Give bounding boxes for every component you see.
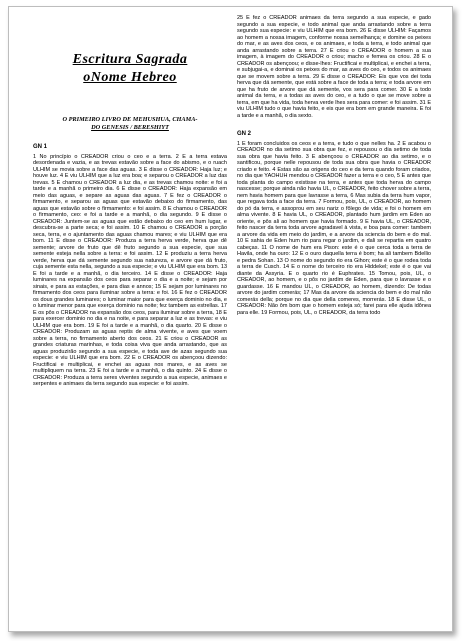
- verses-gn1-left: 1 No princípio o CREADOR criou o ceo e a terra. 2 E a terra estava desordenada e vazia, e as trevas estavão sobre a face do abismo, e o ruach ULHIM se movia sobre a face das aguas. 3 E disse o CREADOR: Haja luz; e houve luz. 4 E viu ULHIM que a luz era boa; e separou o CREADOR a luz das trevas. 5 E chamou o CREADOR a luz dia, e as trevas chamou noite: e foi a tarde e a manhã o primeiro dia. 6 E disse o CREADOR: Haja expansão em meio das aguas, e separe as aguas das aguas. 7 E fez o CREADOR o firmamento, e separou as aguas que estavão debaixo do firmamento, das aguas que estavão sobre o firmamento: e foi assim. 8 E chamou o CREADOR o firmamento, ceo: e foi a tarde e a manhã, o dia segundo. 9 E disse o CREADOR: Juntem-se as aguas que estão debaixo do ceo em hum lugar, e descubra-se a parte seca; e foi assim. 10 E chamou o CREADOR a porção seca, terra, e o ajuntamento das aguas chamou mares; e viu ULHIM que era bom. 11 E disse o CREADOR: Produza a terra herva verde, herva que dê semente; arvore de fruto que dê fruto segundo a sua especie, que sua semente esteja nella sobre a terra: e foi assim. 12 E produziu a terra herva verde, herva que dá semente segundo sua natureza, e arvore que dá fruto, cuja semente esta nella, segundo a sua especie; e viu ULHIM que era bom. 13 E foi a tarde e a manhã, o dia terceiro. 14 E disse o CREADOR: Haja luminares na expansão dos ceos para separar o dia e a noite; e sejam por sinais, e para as estações, e para dias e annos; 15 E sejam por luminares no firmamento dos ceos para iluminar sobre a terra: e foi. 16 E fez o CREADOR os dous grandes luminares; o luminar maior para que exerça dominio no dia, e o luminar menor para que exerça dominio na noite; fez tambem as estrellas. 17 E os pôs o CREADOR na expansão dos ceos, para iluminar sobre a terra, 18 E para exercer dominio no dia e na noite, e para separar a luz e as trevas: e viu ULHIM que era bom. 19 E foi a tarde e a manhã, o dia quarto. 20 E disse o CREADOR: Produzam as aguas reptis de alma vivente, e aves que voem sobre a terra, no firmamento aberto dos ceos. 21 E criou o CREADOR as grandes criaturas marinhas, e toda coisa viva que anda arrastando, que as aguas produzirão segundo a sua especie, e toda ave de azas segundo sua especie: e viu ULHIM que era bom. 22 E o CREADOR os abençoou dizendo: Fructificai e multiplicai, e enchei as aguas nos mares, e as aves se multipliquem na terra. 23 E foi a tarde e a manhã, o dia quinto. 24 E disse o CREADOR: Produza a terra seres viventes segundo a sua especie, animaes e serpentes e animaes da terra segundo sua especie: e foi assim.: [33, 153, 227, 387]
- verses-gn2: 1 E foram concluidos os ceos e a terra, e tudo o que nelles ha. 2 E acabou o CREADOR no dia setimo sua obra que fez, e repousou o dia setimo de toda sua obra que havia feito. 3 E abençoou o CREADOR ao dia setimo, e o santificou, porque nelle repousou de toda sua obra que havia o CREADOR criado e feito. 4 Estas são as origens do ceo e da terra quando foram criados, no dia que YAOHUH mendou o CREADOR fazer a terra e o ceo, 5 E antes que toda planta do campo existisse na terra, e antes que toda herva do campo nascesse; porque ainda não havia UL, o CREADOR, feito chover sobre a terra, nem havia homem para que lavrasse a terra, 6 Mas subia da terra hum vapor, que regava toda a face da terra. 7 Formou, pois, UL, o CREADOR, ao homem do pó da terra, e assoprou em seu nariz o fôlego de vida; e foi o homem em alma vivente. 8 E havia UL, o CREADOR, plantado hum jardim em Eden ao oriente, e pôs ali ao homem que havia formado. 9 E havia UL, o CREADOR, feito nascer da terra toda arvore agradavel à vista, e boa para comer: tambem a arvore da vida em meio do jardim, e a arvore da sciencia do bem e do mal. 10 E sahia de Eden hum rio para regar o jardim, e dali se repartia em quatro cabeças. 11 O nome de hum era Pison: este é o que cerca toda a terra de Havila, onde ha ouro: 12 E o ouro daquella terra é bom; ha ali tambem Bdellio e pedra Sohan. 13 O nome do segundo rio era Gihon; este é o que rodea toda a terra de Cusch. 14 E o nome do terceiro rio era Hiddekel; este é o que vai diante da Assyria. E o quarto rio é Euphrates. 15 Tomou, pois, UL, o CREADOR, ao homem, e o pôs no jardim de Eden, para que o lavrasse e o guardasse. 16 E mandou UL, o CREADOR, ao homem, dizendo: De todas arvore do jardim comerás; 17 Mas da arvore da sciencia do bem e do mal não comerás della; porque no dia que della comeres, morrerás. 18 E disse UL, o CREADOR: Não ôm bom que o homem esteja só; farei para elle ajuda idônea para elle. 19 Formou, pois, UL, o CREADOR, da terra todo: [237, 140, 431, 316]
- document-title-line1: Escritura Sagrada: [72, 52, 188, 67]
- right-column: [237, 15, 431, 619]
- chapter-label-gn2: GN 2: [237, 131, 252, 137]
- chapter-label-gn1: GN 1: [33, 144, 48, 150]
- document-page: [8, 6, 453, 632]
- document-title-line2: oNome Hebreo: [83, 70, 177, 85]
- left-column: [33, 21, 227, 621]
- book-heading: [35, 116, 225, 132]
- book-heading-line1: O PRIMEIRO LIVRO DE MEHUSHUA, CHAMA-: [62, 116, 198, 123]
- book-heading-line2: DO GENESIS / BERESHIYT: [91, 124, 169, 131]
- verses-gn1-right: 25 E fez o CREADOR animaes da terra segundo a sua especie, e gado segundo a sua especie, e todo animal que anda arrastando sobre a terra segundo sua especie: e viu ULHIM que era bom. 26 E disse ULHIM: Façamos ao homem a nossa imagem, conforme nossa semelhança; e domine os peixes do mar, e as aves dos ceos, e os animaes, e toda a terra, e todo animal que anda arrastando sobre a terra. 27 E criou o CREADOR o homem a sua imagem, à imagem do CREADOR o criou; macho e femea os criou. 28 E o CREADOR os abençoou; e disse-lhes: Fructificai e multiplicai, e enchei a terra, e subjugai-a, e dominai os peixes do mar, as aves do ceo, e todos os animaes que se movem sobre a terra. 29 E disse o CREADOR: Eis que vos dei toda herva que dá semente, que está sobre a face de toda a terra; e toda arvore em que ha fruto de arvore que dá semente, vos sera para comer. 30 E a todo animal da terra, e a todas as aves do ceo, e a tudo o que se move sobre a terra, em que ha vida, toda herva verde lhes sera para comer: e foi assim. 31 E viu ULHIM tudo o que havia feito, e eis que era bom em grande maneira. E foi a tarde e a manhã, o dia sexto.: [237, 15, 431, 119]
